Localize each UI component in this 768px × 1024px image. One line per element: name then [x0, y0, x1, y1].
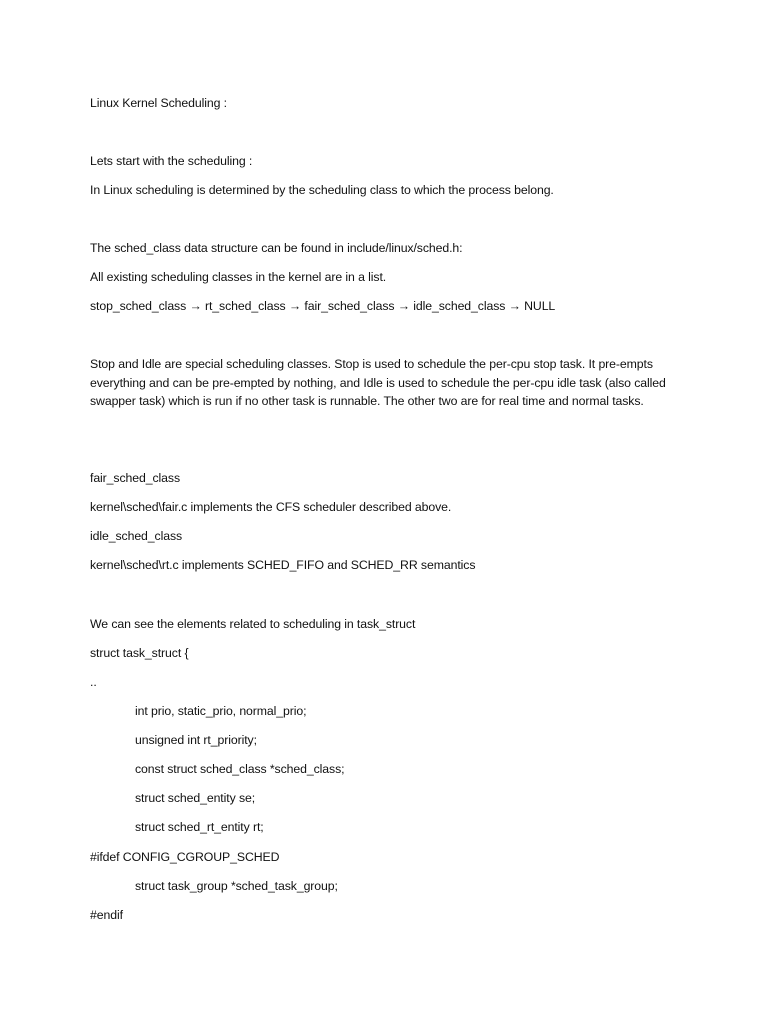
list-note-line: All existing scheduling classes in the kernel are in a list.: [90, 270, 387, 284]
code-sched-entity: struct sched_entity se;: [135, 791, 256, 805]
code-ifdef: #ifdef CONFIG_CGROUP_SCHED: [90, 850, 280, 864]
sched-class-location-line: The sched_class data structure can be found in include/linux/sched.h:: [90, 241, 463, 255]
rt-description: kernel\sched\rt.c implements SCHED_FIFO and SCHED_RR semantics: [90, 558, 476, 572]
stop-idle-paragraph: Stop and Idle are special scheduling classes. Stop is used to schedule the per-cpu stop task. It pre-empts everything and can be pre-empted by nothing, and Idle is used to schedule the per-cpu idle task (also called swapper task) which is run if no other task is runnable. The other two are for real time and normal tasks.: [90, 357, 666, 408]
code-rt-priority: unsigned int rt_priority;: [135, 733, 257, 747]
code-prio: int prio, static_prio, normal_prio;: [135, 704, 307, 718]
document-title: Linux Kernel Scheduling :: [90, 96, 227, 110]
intro-line: In Linux scheduling is determined by the scheduling class to which the process belong.: [90, 183, 554, 197]
lets-start-line: Lets start with the scheduling :: [90, 154, 253, 168]
code-sched-rt-entity: struct sched_rt_entity rt;: [135, 820, 264, 834]
task-struct-intro: We can see the elements related to scheduling in task_struct: [90, 617, 416, 631]
idle-heading: idle_sched_class: [90, 529, 183, 543]
code-struct-open: struct task_struct {: [90, 646, 189, 660]
code-task-group: struct task_group *sched_task_group;: [135, 879, 338, 893]
class-chain-line: stop_sched_class → rt_sched_class → fair_sched_class → idle_sched_class → NULL: [90, 299, 556, 313]
code-sched-class: const struct sched_class *sched_class;: [135, 762, 345, 776]
code-endif: #endif: [90, 908, 123, 922]
code-ellipsis: ..: [90, 675, 97, 689]
fair-description: kernel\sched\fair.c implements the CFS scheduler described above.: [90, 500, 452, 514]
fair-heading: fair_sched_class: [90, 471, 180, 485]
